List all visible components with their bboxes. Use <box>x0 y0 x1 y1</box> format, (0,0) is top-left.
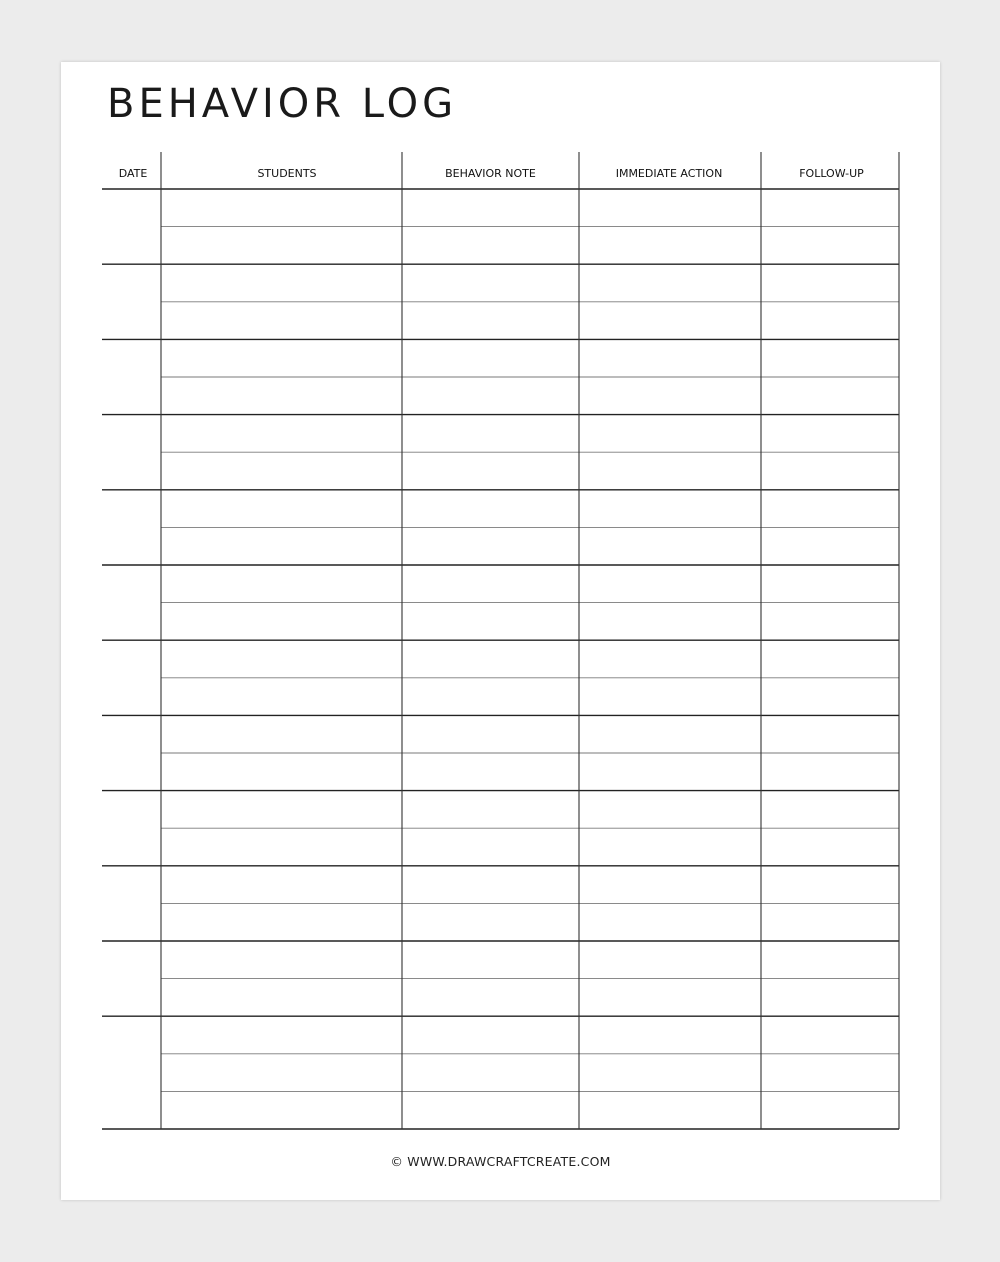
column-header-follow-up: FOLLOW-UP <box>799 167 864 180</box>
column-header-date: DATE <box>118 167 148 180</box>
printable-page <box>61 62 940 1200</box>
copyright-footer: © WWW.DRAWCRAFTCREATE.COM <box>390 1154 611 1169</box>
column-header-behavior-note: BEHAVIOR NOTE <box>445 167 536 180</box>
column-header-students: STUDENTS <box>257 167 317 180</box>
table-grid-lines <box>102 152 899 1129</box>
page-title: BEHAVIOR LOG <box>107 81 458 127</box>
column-header-immediate-action: IMMEDIATE ACTION <box>615 167 723 180</box>
table-header-row <box>119 167 864 180</box>
behavior-log-table <box>61 62 940 1200</box>
